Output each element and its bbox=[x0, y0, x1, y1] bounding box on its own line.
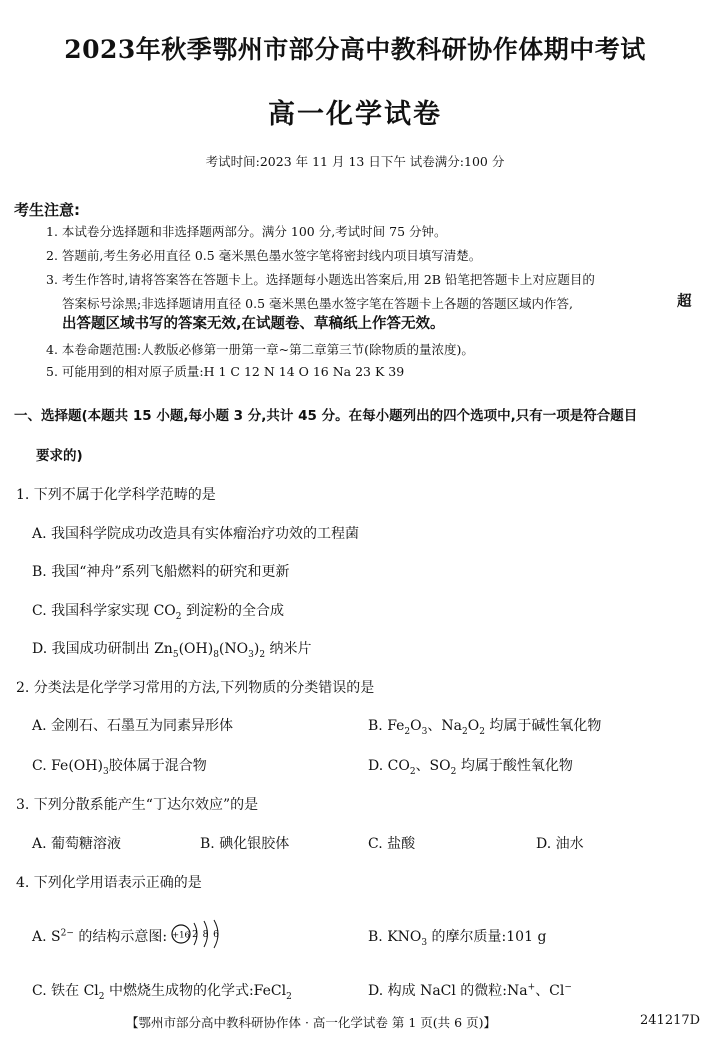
nucleus-charge: +16 bbox=[172, 930, 190, 941]
q2-option-c: C. $Fe(OH)_3$胶体属于混合物 bbox=[32, 758, 207, 777]
q4-option-b: B. $KNO_3$ 的摩尔质量:101 g bbox=[368, 929, 547, 948]
shell-electron-count: 8 bbox=[202, 930, 209, 940]
question-1-stem: 1. 下列不属于化学科学范畴的是 bbox=[16, 487, 216, 503]
q1-option-b: B. 我国“神舟”系列飞船燃料的研究和更新 bbox=[32, 564, 290, 580]
shell-electron-count: 6 bbox=[213, 930, 219, 940]
notice-item: 4. 本卷命题范围:人教版必修第一册第一章~第二章第三节(除物质的量浓度)。 bbox=[46, 342, 474, 357]
q3-option-b: B. 碘化银胶体 bbox=[200, 836, 290, 852]
sulfur-ion-structure-diagram bbox=[171, 919, 231, 949]
shell-electron-count: 2 bbox=[192, 930, 198, 940]
paper-title: 高一化学试卷 bbox=[268, 99, 442, 130]
q2-option-a: A. 金刚石、石墨互为同素异形体 bbox=[32, 718, 234, 734]
q1-option-a: A. 我国科学院成功改造具有实体瘤治疗功效的工程菌 bbox=[32, 526, 360, 542]
section-heading-cont: 要求的) bbox=[36, 448, 83, 464]
notice-item: 答案标号涂黑;非选择题请用直径 0.5 毫米黑色墨水签字笔在答题卡上各题的答题区域内作答, bbox=[62, 296, 574, 311]
q4-option-c: C. 铁在 $Cl_2$ 中燃烧生成物的化学式:FeCl$_2$ bbox=[32, 983, 292, 1002]
q3-option-c: C. 盐酸 bbox=[368, 836, 416, 852]
q1-option-c: C. 我国科学家实现 $CO_2$ 到淀粉的全合成 bbox=[32, 603, 284, 622]
q4-option-d: D. 构成 NaCl 的微粒:Na+、Cl− bbox=[368, 982, 572, 999]
q3-option-a: A. 葡萄糖溶液 bbox=[32, 836, 122, 852]
q2-option-d: D. $CO_2$、$SO_2$ 均属于酸性氧化物 bbox=[368, 758, 573, 777]
notice-item: 1. 本试卷分选择题和非选择题两部分。满分 100 分,考试时间 75 分钟。 bbox=[46, 224, 447, 239]
question-3-stem: 3. 下列分散系能产生“丁达尔效应”的是 bbox=[16, 797, 259, 813]
exam-info: 考试时间:2023 年 11 月 13 日下午 试卷满分:100 分 bbox=[205, 154, 505, 169]
q2-option-b: B. $Fe_2O_3$、$Na_2O_2$ 均属于碱性氧化物 bbox=[368, 718, 602, 737]
notice-item: 3. 考生作答时,请将答案答在答题卡上。选择题每小题选出答案后,用 2B 铅笔把答题卡上对应题目的 bbox=[46, 272, 595, 287]
page-footer: 【鄂州市部分高中教科研协作体 · 高一化学试卷 第 1 页(共 6 页)】 bbox=[126, 1015, 496, 1030]
section-heading: 一、选择题(本题共 15 小题,每小题 3 分,共计 45 分。在每小题列出的四个选项中,只有一项是符合题目 bbox=[14, 408, 638, 424]
q3-option-d: D. 油水 bbox=[536, 836, 584, 852]
exam-title: 2023年秋季鄂州市部分高中教科研协作体期中考试 bbox=[64, 35, 646, 64]
notice-heading: 考生注意: bbox=[14, 201, 80, 219]
notice-item: 超 bbox=[677, 294, 692, 310]
notice-item: 5. 可能用到的相对原子质量:H 1 C 12 N 14 O 16 Na 23 K 39 bbox=[46, 364, 405, 379]
q4-option-a: A. $S^{2-}$ 的结构示意图: bbox=[32, 928, 168, 945]
question-2-stem: 2. 分类法是化学学习常用的方法,下列物质的分类错误的是 bbox=[16, 680, 375, 696]
notice-item: 出答题区域书写的答案无效,在试题卷、草稿纸上作答无效。 bbox=[62, 316, 445, 332]
paper-code: 241217D bbox=[640, 1013, 701, 1028]
question-4-stem: 4. 下列化学用语表示正确的是 bbox=[16, 875, 202, 891]
notice-item: 2. 答题前,考生务必用直径 0.5 毫米黑色墨水签字笔将密封线内项目填写清楚。 bbox=[46, 248, 482, 263]
q1-option-d: D. 我国成功研制出 $Zn_5(OH)_8(NO_3)_2$ 纳米片 bbox=[32, 641, 312, 660]
